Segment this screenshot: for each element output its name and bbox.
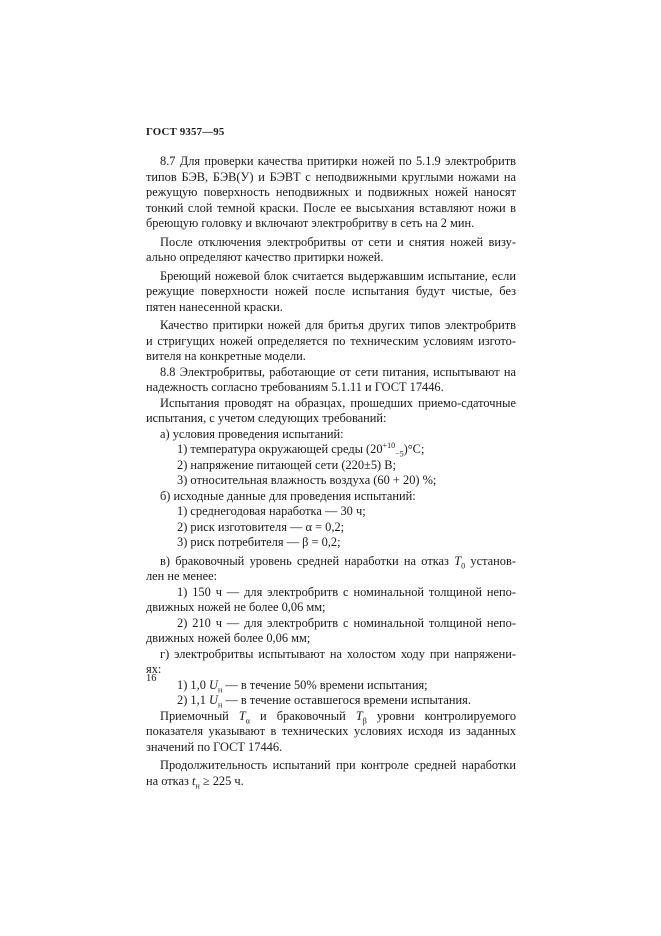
text-line: режущую поверхность неподвижных и подвижных ножей наносят: [146, 185, 516, 199]
text-line: а) условия проведения испытаний:: [160, 426, 344, 441]
text-segment: и браковочный: [249, 708, 356, 723]
text-line: Продолжительность испытаний при контроле средней наработки: [160, 758, 516, 772]
text-line-brak: [146, 554, 516, 570]
text-line-last: [146, 774, 516, 790]
text-line: значений по ГОСТ 17446.: [146, 739, 283, 754]
text-line: б) исходные данные для проведения испытаний:: [160, 488, 416, 503]
text-line: и стригущих ножей определяется по техническим условиям изгото-: [146, 333, 516, 348]
text-segment: установ-: [465, 553, 516, 568]
text-segment: на отказ: [146, 773, 192, 788]
text-line: тонкий слой темной краски. После ее высыхания вставляют ножи в: [146, 200, 516, 215]
text-line: вителя на конкретные модели.: [146, 349, 306, 363]
text-line: бреющую головку и включают электробритву в сеть на 2 мин.: [146, 216, 475, 230]
text-segment: в) браковочный уровень средней наработки на отказ: [160, 553, 455, 568]
text-segment: уровни контролируемого: [366, 708, 517, 723]
text-line: Бреющий ножевой блок считается выдержавшим испытание, если: [160, 268, 516, 283]
text-line-accept: [146, 709, 516, 725]
symbol-subscript: α: [245, 715, 250, 725]
text-line: ях:: [146, 662, 162, 676]
symbol-subscript: н: [217, 684, 223, 694]
text-line-temp: [146, 442, 516, 458]
text-line: показателя указывают в технических условиях исходя из заданных: [146, 724, 516, 738]
text-segment: 2) 1,1: [177, 693, 210, 707]
text-line: 1) среднегодовая наработка — 30 ч;: [177, 504, 366, 518]
text-line: 8.8 Электробритвы, работающие от сети питания, испытывают на: [160, 364, 516, 379]
tolerance-lower: −5: [395, 449, 404, 459]
text-line: 2) напряжение питающей сети (220±5) В;: [177, 457, 396, 472]
symbol-subscript: н: [217, 700, 223, 710]
text-segment: — в течение оставшегося времени испытания.: [222, 693, 471, 707]
tolerance-upper: +10: [382, 440, 396, 450]
text-line: Качество притирки ножей для бритья других типов электробритв: [160, 318, 516, 332]
text-line: лен не менее:: [146, 569, 218, 583]
text-line: После отключения электробритвы от сети и снятия ножей визу-: [160, 234, 516, 249]
symbol: Т: [355, 708, 363, 723]
text-segment: ≥ 225 ч.: [199, 773, 244, 788]
text-line: испытания, с учетом следующих требований:: [146, 411, 387, 425]
text-segment: )°С;: [403, 442, 425, 456]
text-segment: 1) температура окружающей среды (20: [177, 442, 383, 456]
text-line: типов БЭВ, БЭВ(У) и БЭВТ с неподвижными круглыми ножами на: [146, 169, 516, 184]
text-segment: Приемочный: [160, 708, 239, 723]
document-body: [146, 154, 516, 789]
symbol: Т: [238, 708, 246, 723]
symbol-subscript: н: [195, 780, 200, 790]
symbol-subscript: 0: [461, 560, 466, 570]
symbol: U: [209, 677, 218, 692]
symbol: Т: [454, 553, 462, 568]
text-line: 3) риск потребителя — β = 0,2;: [177, 535, 341, 549]
text-line: 2) 210 ч — для электробритв с номинальной толщиной непо-: [177, 615, 516, 630]
text-line: пятен нанесенной краски.: [146, 299, 283, 314]
text-line: ально определяют качество притирки ножей.: [146, 250, 384, 264]
symbol: U: [209, 693, 218, 707]
text-line: г) электробритвы испытывают на холостом ходу при напряжени-: [160, 646, 516, 661]
text-segment: — в течение 50% времени испытания;: [222, 677, 428, 692]
standard-header: ГОСТ 9357—95: [146, 126, 225, 138]
text-line-u2: [146, 693, 516, 709]
page-number: 16: [146, 673, 157, 684]
text-line: Испытания проводят на образцах, прошедших приемо-сдаточные: [160, 395, 516, 410]
text-line: 3) относительная влажность воздуха (60 + 20) %;: [177, 473, 437, 487]
symbol-subscript: β: [362, 715, 367, 725]
text-line: движных ножей не более 0,06 мм;: [146, 600, 326, 614]
text-line: 2) риск изготовителя — α = 0,2;: [177, 519, 345, 534]
text-line: 1) 150 ч — для электробритв с номинальной толщиной непо-: [177, 584, 516, 599]
text-line: движных ножей более 0,06 мм;: [146, 631, 311, 645]
text-line: 8.7 Для проверки качества притирки ножей по 5.1.9 электробритв: [160, 154, 516, 168]
text-segment: 1) 1,0: [177, 677, 210, 692]
text-line-u1: [146, 678, 516, 694]
symbol: t: [192, 773, 196, 788]
text-line: режущие поверхности ножей после испытания будут чистые, без: [146, 284, 516, 298]
text-line: надежность согласно требованиям 5.1.11 и ГОСТ 17446.: [146, 380, 444, 394]
